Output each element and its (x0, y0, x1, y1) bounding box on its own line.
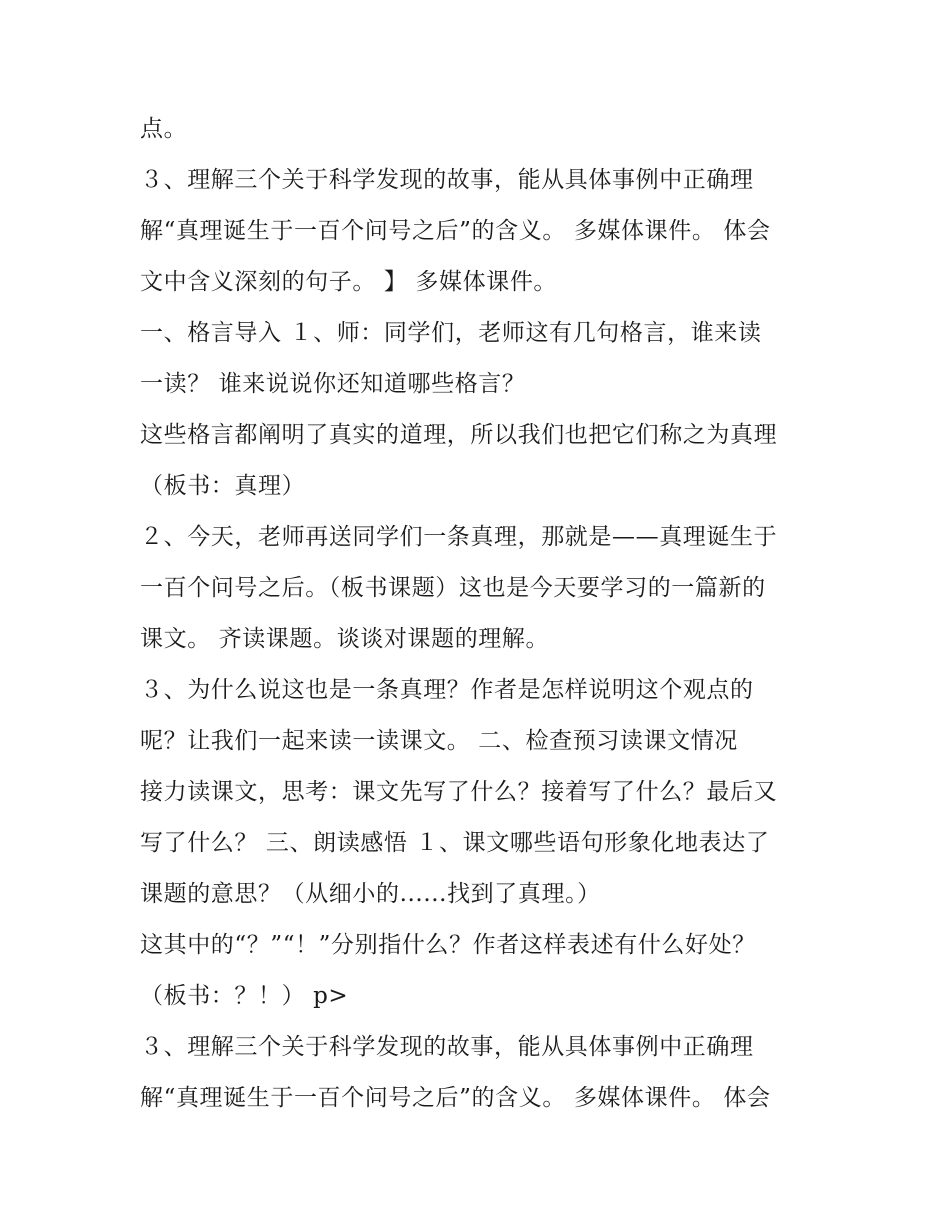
text-line: 这其中的“？”“！”分别指什么？作者这样表述有什么好处？ (140, 932, 756, 958)
text-line: ３、为什么说这也是一条真理？作者是怎样说明这个观点的 (140, 677, 754, 703)
text-line: 课题的意思？（从细小的......找到了真理。） (140, 881, 601, 907)
text-line: 写了什么？ 三、朗读感悟 １、课文哪些语句形象化地表达了 (140, 830, 770, 856)
text-line: 解“真理诞生于一百个问号之后”的含义。 多媒体课件。 体会 (140, 218, 771, 244)
text-line: 呢？让我们一起来读一读课文。 二、检查预习读课文情况 (140, 728, 738, 754)
text-line: 课文。 齐读课题。谈谈对课题的理解。 (140, 626, 550, 652)
text-line: 点。 (140, 116, 188, 142)
text-line: 接力读课文，思考：课文先写了什么？接着写了什么？最后又 (140, 779, 778, 805)
text-line: 一百个问号之后。（板书课题）这也是今天要学习的一篇新的 (140, 575, 766, 601)
text-line: 解“真理诞生于一百个问号之后”的含义。 多媒体课件。 体会 (140, 1085, 771, 1111)
text-line: ２、今天，老师再送同学们一条真理，那就是——真理诞生于 (140, 524, 778, 550)
text-line: 这些格言都阐明了真实的道理，所以我们也把它们称之为真理 (140, 422, 778, 448)
text-line: 一读？ 谁来说说你还知道哪些格言？ (140, 371, 526, 397)
text-line: ３、理解三个关于科学发现的故事，能从具体事例中正确理 (140, 167, 754, 193)
text-line: ３、理解三个关于科学发现的故事，能从具体事例中正确理 (140, 1034, 754, 1060)
text-line: 一、格言导入 １、师：同学们，老师这有几句格言，谁来读 (140, 320, 762, 346)
text-line: （板书：真理） (140, 473, 306, 499)
text-line: （板书：？！） p> (140, 983, 349, 1009)
text-line: 文中含义深刻的句子。 】 多媒体课件。 (140, 269, 558, 295)
